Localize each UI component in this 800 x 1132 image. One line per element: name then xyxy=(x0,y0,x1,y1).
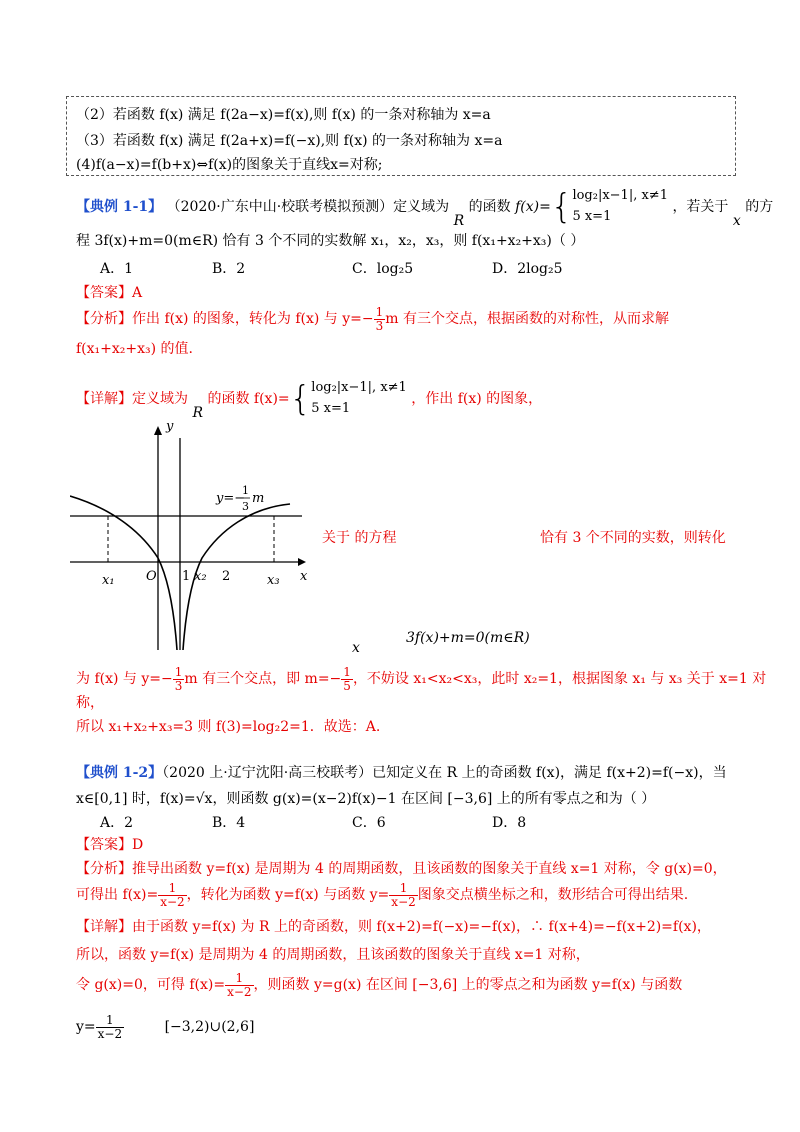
example-1-2-line-1: 【典例 1-2】（2020 上·辽宁沈阳·高三校联考）已知定义在 R 上的奇函数 f(x)，满足 f(x+2)=f(−x)，当 xyxy=(76,765,727,781)
detail2-line-4: y= $\frac{1}{x-2}$ [−3,2)∪(2,6] xyxy=(76,1013,255,1041)
option2-b: B．4 xyxy=(212,815,246,831)
label-x3: x₃ xyxy=(267,573,280,588)
line-label-den: 3 xyxy=(242,500,249,513)
conversion-line-2: 称， xyxy=(76,695,104,711)
detail2-line-1: 【详解】由于函数 y=f(x) 为 R 上的奇函数，则 f(x+2)=f(−x)=−f(x)，∴ f(x+4)=−f(x+2)=f(x)， xyxy=(76,919,711,935)
side-text-left: 关于 的方程 xyxy=(322,530,397,546)
answer-2: 【答案】D xyxy=(76,837,144,853)
example-1-1-line-2: 程 3f(x)+m=0(m∈R) 恰有 3 个不同的实数解 x₁，x₂，x₃，则 f(x₁+x₂+x₃)（ ） xyxy=(76,233,585,249)
example-tag: 【典例 1-1】 xyxy=(76,198,163,215)
label-x: x xyxy=(300,569,308,584)
side-text-right: 恰有 3 个不同的实数，则转化 xyxy=(540,530,726,546)
box-line-2: （2）若函数 f(x) 满足 f(2a−x)=f(x),则 f(x) 的一条对称轴为 x=a xyxy=(76,107,491,123)
analysis2-line-1: 【分析】推导出函数 y=f(x) 是周期为 4 的周期函数，且该函数的图象关于直线 x=1 对称，令 g(x)=0， xyxy=(76,861,727,877)
function-graph xyxy=(70,418,320,650)
example-tag-2: 【典例 1-2】 xyxy=(76,765,163,781)
below-x: x xyxy=(352,640,360,656)
box-line-3: （3）若函数 f(x) 满足 f(2a+x)=f(−x),则 f(x) 的一条对称轴为 x=a xyxy=(76,133,503,149)
detail-line-1: 【详解】定义域为 R 的函数 f(x)={ log₂|x−1|, x≠1 5 x=1 ，作出 f(x) 的图象， xyxy=(76,378,543,421)
option2-d: D．8 xyxy=(492,815,527,831)
below-equation: 3f(x)+m=0(m∈R) xyxy=(406,630,530,646)
line-label-m: m xyxy=(252,491,265,506)
box-line-4: (4)f(a−x)=f(b+x)⇔f(x)的图象关于直线x=对称; xyxy=(76,157,383,173)
label-1: 1 xyxy=(182,569,191,584)
option-a: A．1 xyxy=(100,261,134,277)
line-label: y=− xyxy=(216,491,246,506)
conversion-line-1: 为 f(x) 与 y=− $\frac{1}{3}$ m 有三个交点，即 m=− $\frac{1}{5}$ ，不妨设 x₁<x₂<x₃，此时 x₂=1，根据图象 x₁ 与 x₃ 关于 x=1 对 xyxy=(76,665,767,693)
option-b: B．2 xyxy=(212,261,246,277)
piecewise-cases: log₂|x−1|, x≠1 5 x=1 xyxy=(572,188,668,224)
detail2-line-2: 所以，函数 y=f(x) 是周期为 4 的周期函数，且该函数的图象关于直线 x=1 对称， xyxy=(76,947,590,963)
option2-c: C．6 xyxy=(352,815,386,831)
option2-a: A．2 xyxy=(100,815,134,831)
option-c: C．log₂5 xyxy=(352,261,414,277)
y-axis-arrow xyxy=(154,426,162,435)
conversion-line-3: 所以 x₁+x₂+x₃=3 则 f(3)=log₂2=1．故选：A. xyxy=(76,719,381,735)
label-x2: x₂ xyxy=(194,569,207,584)
x-axis-arrow xyxy=(298,558,306,566)
analysis-line-2: f(x₁+x₂+x₃) 的值. xyxy=(76,341,193,357)
label-origin: O xyxy=(146,569,157,584)
left-branch xyxy=(70,496,177,650)
line-label-num: 1 xyxy=(242,484,249,497)
answer: 【答案】A xyxy=(76,285,143,301)
option-d: D．2log₂5 xyxy=(492,261,563,277)
example-1-1-line-1: 【典例 1-1】 （2020·广东中山·校联考模拟预测）定义域为 R 的函数 f(x)={ log₂|x−1|, x≠1 5 x=1 ，若关于 x 的方 xyxy=(76,186,774,229)
label-x1: x₁ xyxy=(102,573,115,588)
label-2: 2 xyxy=(222,569,231,584)
detail2-line-3: 令 g(x)=0，可得 f(x)= $\frac{1}{x-2}$ ，则函数 y=g(x) 在区间 [−3,6] 上的零点之和为函数 y=f(x) 与函数 xyxy=(76,971,683,999)
analysis-line-1: 【分析】作出 f(x) 的图象，转化为 f(x) 与 y=− $\frac{1}{3}$ m 有三个交点，根据函数的对称性，从而求解 xyxy=(76,305,669,333)
label-y: y xyxy=(166,419,174,434)
analysis2-line-2: 可得出 f(x)= $\frac{1}{x-2}$ ，转化为函数 y=f(x) 与函数 y= $\frac{1}{x-2}$ 图象交点横坐标之和，数形结合可得出结果. xyxy=(76,881,689,909)
example-1-2-line-2: x∈[0,1] 时，f(x)=√x，则函数 g(x)=(x−2)f(x)−1 在区间 [−3,6] 上的所有零点之和为（ ） xyxy=(76,791,656,807)
